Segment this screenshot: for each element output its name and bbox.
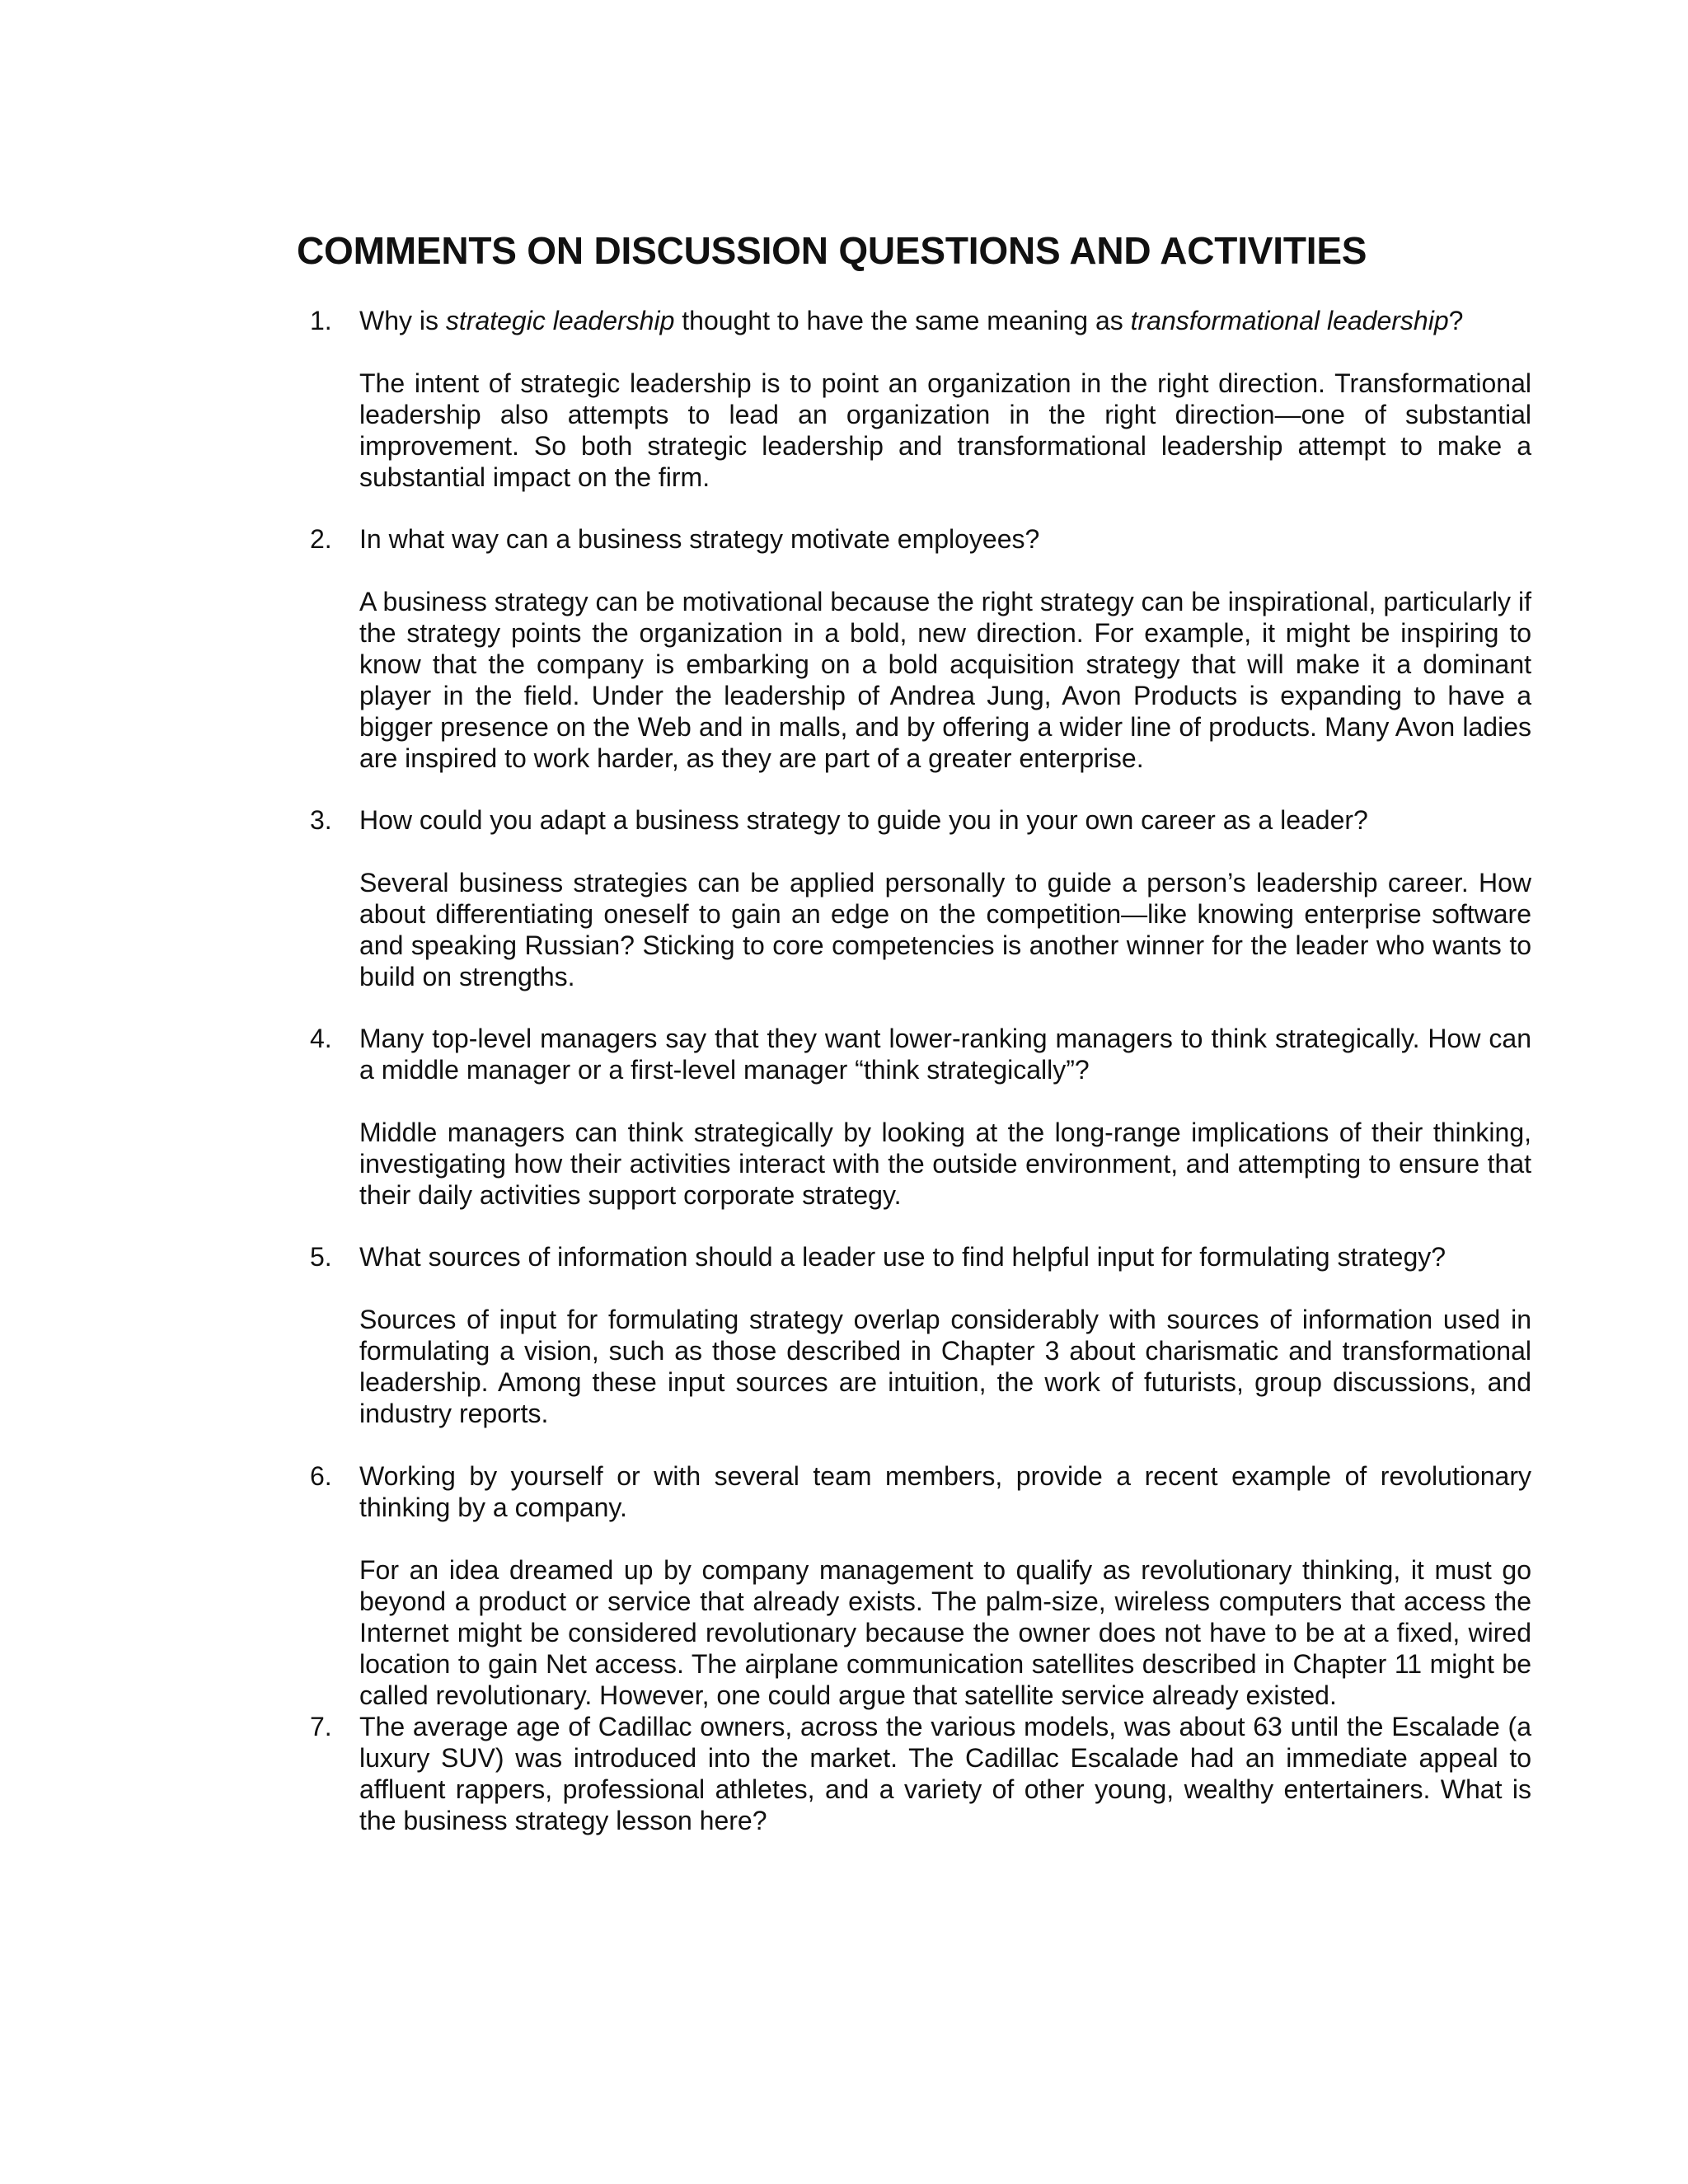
question-text-part: Why is <box>359 306 446 335</box>
item-number: 6. <box>310 1461 332 1491</box>
list-item <box>310 1711 1531 1836</box>
question-text <box>359 305 1531 336</box>
item-number: 7. <box>310 1712 332 1741</box>
answer-text: Middle managers can think strategically by looking at the long-range implications of their thinking, investigating how their activities interact with the outside environment, and attempting to ensure that their daily activities support corporate strategy. <box>359 1118 1531 1210</box>
question-text: Working by yourself or with several team members, provide a recent example of revolutionary thinking by a company. <box>359 1461 1531 1522</box>
answer-text: Several business strategies can be applied personally to guide a person’s leadership career. How about differentiating oneself to gain an edge on the competition—like knowing enterprise software and speaking Russian? Sticking to core competencies is another winner for the leader who wants to build on strengths. <box>359 868 1531 991</box>
question-emphasis: transformational leadership <box>1130 306 1449 335</box>
question-text: In what way can a business strategy motivate employees? <box>359 524 1040 554</box>
page-title: COMMENTS ON DISCUSSION QUESTIONS AND ACTIVITIES <box>297 229 1367 272</box>
question-text: Many top-level managers say that they want lower-ranking managers to think strategically. How can a middle manager or a first-level manager “think strategically”? <box>359 1024 1531 1085</box>
item-number: 2. <box>310 524 332 554</box>
list-item <box>310 1241 1531 1429</box>
question-text: What sources of information should a leader use to find helpful input for formulating strategy? <box>359 1242 1447 1272</box>
question-text-part: thought to have the same meaning as <box>674 306 1131 335</box>
list-item <box>310 523 1531 774</box>
answer-text: A business strategy can be motivational because the right strategy can be inspirational, particularly if the strategy points the organization in a bold, new direction. For example, it might be inspiring to know that the company is embarking on a bold acquisition strategy that will make it a dominant player in the field. Under the leadership of Andrea Jung, Avon Products is expanding to have a bigger presence on the Web and in malls, and by offering a wider line of products. Many Avon ladies are inspired to work harder, as they are part of a greater enterprise. <box>359 587 1531 773</box>
answer-text: The intent of strategic leadership is to point an organization in the right direction. Transformational leadership also attempts to lead an organization in the right direction—one of substantial improvement. So both strategic leadership and transformational leadership attempt to make a substantial impact on the firm. <box>359 368 1531 492</box>
answer-text: Sources of input for formulating strategy overlap considerably with sources of information used in formulating a vision, such as those described in Chapter 3 about charismatic and transformational leadership. Among these input sources are intuition, the work of futurists, group discussions, and industry reports. <box>359 1305 1531 1428</box>
list-item <box>310 1023 1531 1211</box>
list-item <box>310 1460 1531 1711</box>
answer-text: For an idea dreamed up by company management to qualify as revolutionary thinking, it must go beyond a product or service that already exists. The palm-size, wireless computers that access the Internet might be considered revolutionary because the owner does not have to be at a fixed, wired location to gain Net access. The airplane communication satellites described in Chapter 11 might be called revolutionary. However, one could argue that satellite service already existed. <box>359 1555 1531 1710</box>
list-item <box>310 305 1531 493</box>
question-emphasis: strategic leadership <box>445 306 675 335</box>
question-text: How could you adapt a business strategy to guide you in your own career as a leader? <box>359 805 1368 835</box>
item-number: 5. <box>310 1242 332 1272</box>
item-number: 4. <box>310 1024 332 1053</box>
item-number: 3. <box>310 805 332 835</box>
question-text-part: ? <box>1448 306 1464 335</box>
question-text: The average age of Cadillac owners, across the various models, was about 63 until the Escalade (a luxury SUV) was introduced into the market. The Cadillac Escalade had an immediate appeal to affluent rappers, professional athletes, and a variety of other young, wealthy entertainers. What is the business strategy lesson here? <box>359 1712 1531 1835</box>
item-number: 1. <box>310 306 332 335</box>
list-item <box>310 804 1531 992</box>
